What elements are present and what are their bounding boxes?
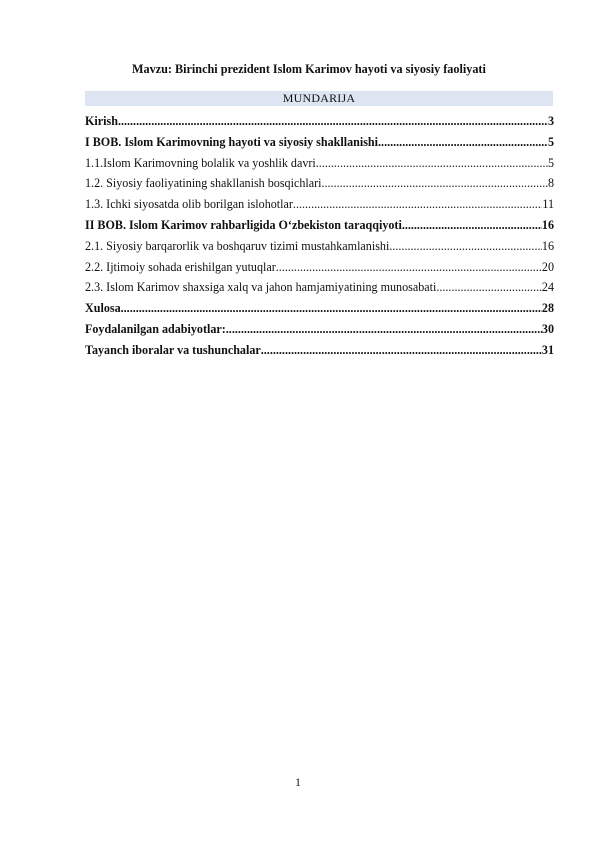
toc-entry-page: 3 <box>547 114 554 128</box>
toc-entry-kirish[interactable] <box>85 114 554 135</box>
toc-entry-page: 16 <box>541 217 554 232</box>
toc-heading: MUNDARIJA <box>85 91 553 106</box>
toc-entry-1-2[interactable] <box>85 176 554 197</box>
toc-leader-dots <box>402 218 542 233</box>
table-of-contents <box>85 114 554 364</box>
toc-leader-dots <box>121 301 542 316</box>
toc-leader-dots <box>321 176 547 191</box>
toc-entry-glossary[interactable] <box>85 343 554 364</box>
toc-leader-dots <box>389 239 542 254</box>
toc-entry-2-3[interactable] <box>85 280 554 301</box>
toc-entry-page: 8 <box>547 176 554 191</box>
toc-entry-1-1[interactable] <box>85 156 554 177</box>
toc-entry-2-1[interactable] <box>85 239 554 260</box>
toc-entry-page: 5 <box>547 134 554 149</box>
toc-entry-chapter-1[interactable] <box>85 135 554 156</box>
toc-entry-label: Xulosa <box>85 301 121 316</box>
toc-entry-1-3[interactable] <box>85 197 554 218</box>
toc-entry-label: 1.2. Siyosiy faoliyatining shakllanish bosqichlari <box>85 176 322 191</box>
toc-entry-label: Tayanch iboralar va tushunchalar <box>85 342 261 357</box>
toc-entry-label: II BOB. Islom Karimov rahbarligida O‘zbekiston taraqqiyoti <box>85 217 402 232</box>
toc-entry-chapter-2[interactable] <box>85 218 554 239</box>
toc-leader-dots <box>118 114 548 129</box>
toc-entry-label: 2.2. Ijtimoiy sohada erishilgan yutuqlar <box>85 259 276 274</box>
toc-entry-label: Foydalanilgan adabiyotlar: <box>85 321 226 336</box>
page-number: 1 <box>295 777 301 789</box>
toc-entry-page: 11 <box>542 197 554 212</box>
toc-entry-label: Kirish <box>85 114 118 128</box>
toc-entry-page: 16 <box>541 238 554 253</box>
toc-leader-dots <box>293 197 542 212</box>
toc-entry-label: 2.3. Islom Karimov shaxsiga xalq va jahon hamjamiyatining munosabati <box>85 280 437 295</box>
toc-entry-references[interactable] <box>85 322 554 343</box>
toc-leader-dots <box>276 260 542 275</box>
toc-entry-label: 1.3. Ichki siyosatda olib borilgan islohotlar <box>85 197 293 212</box>
toc-entry-page: 5 <box>547 155 554 170</box>
toc-entry-page: 20 <box>541 259 554 274</box>
toc-leader-dots <box>436 280 542 295</box>
toc-entry-label: 1.1.Islom Karimovning bolalik va yoshlik davri <box>85 155 316 170</box>
toc-entry-2-2[interactable] <box>85 260 554 281</box>
toc-leader-dots <box>316 156 548 171</box>
toc-entry-page: 28 <box>541 301 554 316</box>
toc-entry-page: 30 <box>541 321 554 336</box>
toc-entry-page: 24 <box>541 280 554 295</box>
toc-entry-label: 2.1. Siyosiy barqarorlik va boshqaruv tizimi mustahkamlanishi <box>85 238 390 253</box>
document-title: Mavzu: Birinchi prezident Islom Karimov hayoti va siyosiy faoliyati <box>132 62 486 76</box>
toc-entry-page: 31 <box>541 342 554 357</box>
toc-entry-xulosa[interactable] <box>85 301 554 322</box>
toc-leader-dots <box>378 135 548 150</box>
toc-leader-dots <box>261 343 542 358</box>
toc-leader-dots <box>226 322 542 337</box>
toc-entry-label: I BOB. Islom Karimovning hayoti va siyosiy shakllanishi <box>85 134 379 149</box>
